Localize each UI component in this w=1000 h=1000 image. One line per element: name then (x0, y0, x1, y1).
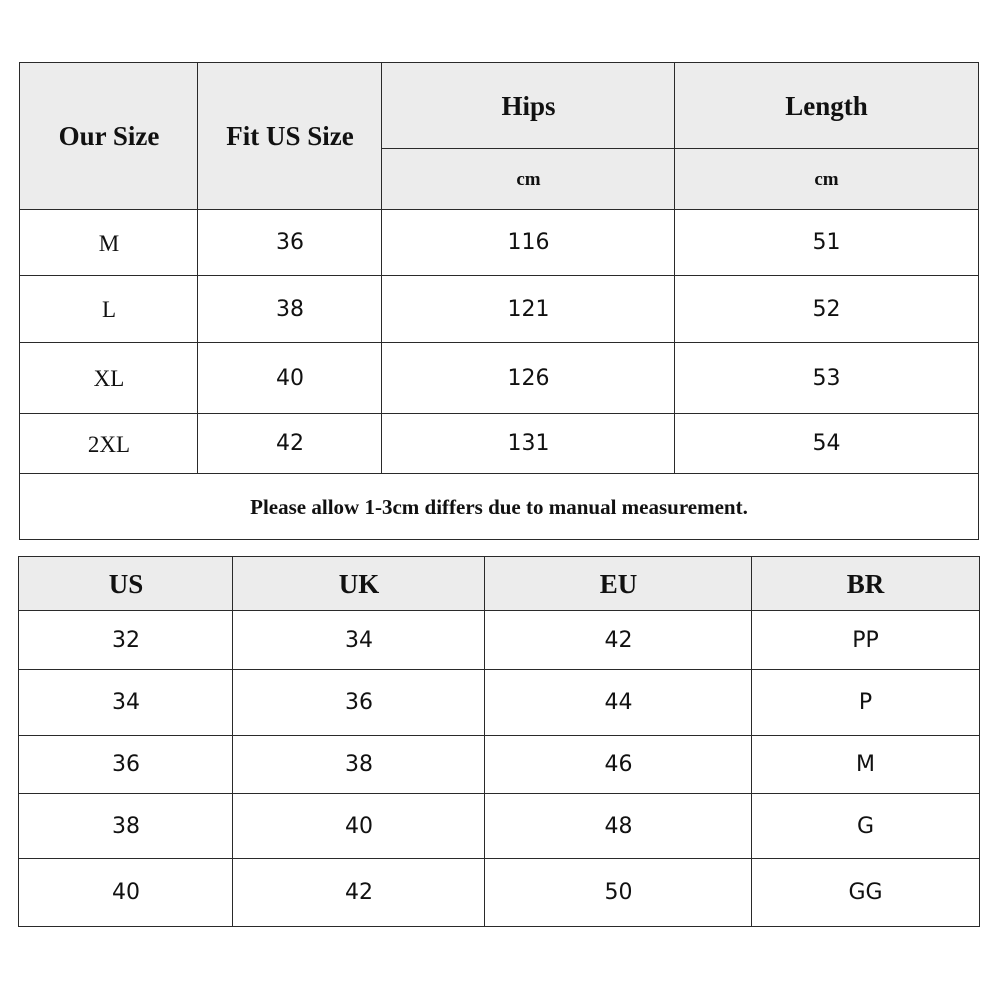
table-cell (752, 736, 979, 794)
uk-value: 42 (345, 880, 373, 905)
divider (484, 556, 485, 927)
table-cell (752, 611, 979, 670)
length-value: 51 (812, 230, 841, 255)
header-us (19, 557, 233, 611)
length-value: 53 (812, 365, 841, 391)
header-length-label: Length (785, 90, 868, 121)
br-value: M (856, 752, 875, 777)
measurement-note-text: Please allow 1-3cm differs due to manual measurement. (250, 494, 748, 519)
divider (18, 610, 980, 611)
hips-value: 126 (507, 365, 550, 391)
header-fit-us-size-label: Fit US Size (226, 121, 354, 151)
divider (18, 926, 980, 927)
table-cell (485, 794, 752, 859)
fit-us-value: 36 (276, 230, 304, 255)
header-eu-label: EU (599, 568, 638, 599)
divider (232, 556, 233, 927)
table-cell (752, 794, 979, 859)
table-cell (233, 859, 485, 927)
divider (18, 556, 980, 557)
table-cell (19, 794, 233, 859)
header-us-label: US (108, 568, 144, 599)
header-our-size-label: Our Size (58, 121, 160, 151)
table-cell (233, 670, 485, 736)
divider (979, 556, 980, 927)
eu-value: 48 (604, 813, 633, 839)
eu-value: 50 (604, 880, 633, 905)
hips-value: 121 (507, 296, 550, 322)
table-cell (485, 611, 752, 670)
fit-us-value: 42 (276, 431, 304, 456)
uk-value: 40 (345, 813, 373, 839)
table-cell (19, 670, 233, 736)
divider (18, 556, 19, 927)
header-length-unit-label: cm (814, 169, 839, 190)
header-hips-unit-label: cm (516, 169, 541, 190)
table-cell (485, 736, 752, 794)
header-uk-label: UK (338, 568, 380, 599)
uk-value: 36 (345, 690, 373, 715)
our-size-value: M (98, 230, 120, 256)
divider (18, 793, 980, 794)
header-eu (485, 557, 752, 611)
table-cell (19, 859, 233, 927)
us-value: 34 (112, 690, 140, 715)
our-size-value: XL (93, 366, 125, 391)
table-cell (233, 611, 485, 670)
divider (18, 735, 980, 736)
length-value: 52 (812, 296, 841, 322)
table-cell (19, 611, 233, 670)
table-cell (752, 670, 979, 736)
header-uk (233, 557, 485, 611)
header-hips-label: Hips (501, 90, 556, 121)
uk-value: 38 (345, 752, 373, 777)
br-value: GG (848, 880, 883, 905)
uk-value: 34 (345, 627, 373, 653)
br-value: P (858, 690, 873, 715)
eu-value: 42 (604, 627, 633, 653)
divider (18, 858, 980, 859)
table-cell (233, 794, 485, 859)
divider (18, 669, 980, 670)
table-cell (485, 859, 752, 927)
fit-us-value: 40 (276, 365, 304, 391)
hips-value: 131 (507, 431, 550, 456)
length-value: 54 (812, 431, 841, 456)
header-br (752, 557, 979, 611)
br-value: G (856, 813, 875, 839)
table-cell (19, 736, 233, 794)
table-cell (233, 736, 485, 794)
us-value: 36 (112, 752, 140, 777)
table-cell (752, 859, 979, 927)
header-br-label: BR (846, 568, 885, 599)
fit-us-value: 38 (276, 296, 304, 322)
divider (751, 556, 752, 927)
hips-value: 116 (507, 230, 550, 255)
table-cell (485, 670, 752, 736)
us-value: 32 (112, 627, 140, 653)
us-value: 40 (112, 880, 140, 905)
our-size-value: L (101, 297, 117, 322)
our-size-value: 2XL (87, 431, 131, 457)
eu-value: 46 (604, 752, 633, 777)
eu-value: 44 (604, 690, 633, 715)
br-value: PP (852, 627, 879, 653)
us-value: 38 (112, 813, 140, 839)
